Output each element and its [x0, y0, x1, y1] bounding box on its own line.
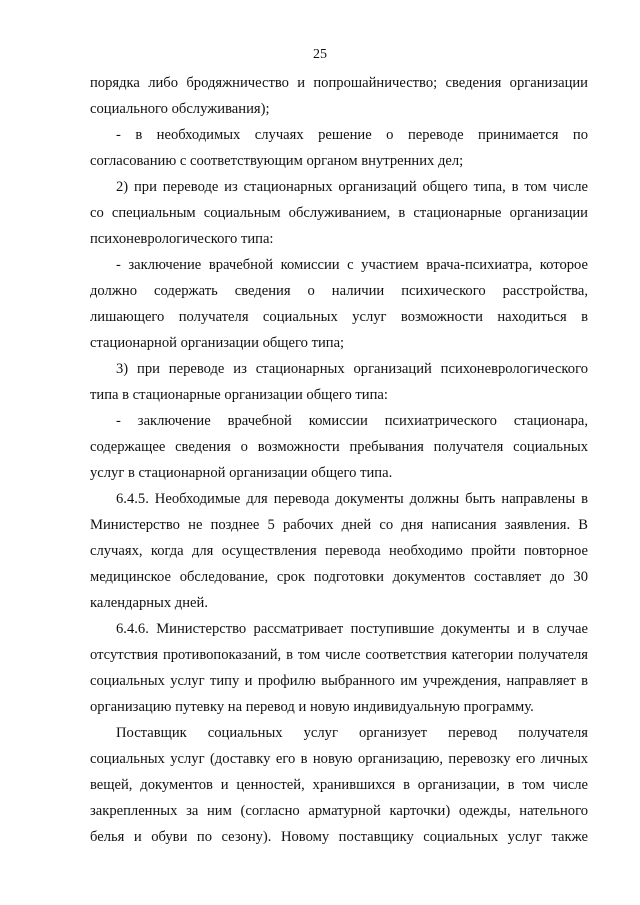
text-line: - в необходимых случаях решение о переводе принимается по: [116, 127, 588, 143]
text-line: типа в стационарные организации общего типа:: [90, 387, 388, 403]
text-line: закрепленных за ним (согласно арматурной карточки) одежды, нательного: [90, 803, 588, 819]
text-line: организацию путевку на перевод и новую индивидуальную программу.: [90, 699, 534, 715]
text-line: услуг в стационарной организации общего типа.: [90, 465, 393, 481]
text-line: случаях, когда для осуществления перевода необходимо пройти повторное: [90, 543, 588, 559]
text-line: - заключение врачебной комиссии психиатрического стационара,: [116, 413, 588, 429]
text-line: социальных услуг (доставку его в новую организацию, перевозку его личных: [90, 751, 588, 767]
text-line: со специальным социальным обслуживанием, в стационарные организации: [90, 205, 588, 221]
text-line: отсутствия противопоказаний, в том числе соответствия категории получателя: [90, 647, 588, 663]
text-line: 2) при переводе из стационарных организаций общего типа, в том числе: [116, 179, 588, 195]
page-number: 25: [313, 47, 327, 62]
text-line: медицинское обследование, срок подготовки документов составляет до 30: [90, 569, 588, 585]
text-line: Поставщик социальных услуг организует перевод получателя: [116, 725, 588, 741]
text-line: стационарной организации общего типа;: [90, 335, 345, 351]
text-line: 6.4.5. Необходимые для перевода документы должны быть направлены в: [116, 491, 588, 507]
text-line: 6.4.6. Министерство рассматривает поступившие документы и в случае: [116, 621, 588, 637]
text-line: Министерство не позднее 5 рабочих дней со дня написания заявления. В: [90, 517, 588, 533]
text-line: психоневрологического типа:: [90, 231, 274, 247]
text-line: календарных дней.: [90, 595, 208, 611]
text-line: 3) при переводе из стационарных организаций психоневрологического: [116, 361, 588, 377]
text-line: порядка либо бродяжничество и попрошайничество; сведения организации: [90, 75, 588, 91]
text-line: содержащее сведения о возможности пребывания получателя социальных: [90, 439, 588, 455]
text-line: социального обслуживания);: [90, 101, 270, 117]
text-line: лишающего получателя социальных услуг возможности находиться в: [90, 309, 588, 325]
document-body: [90, 70, 588, 850]
text-line: вещей, документов и ценностей, хранившихся в организации, в том числе: [90, 777, 588, 793]
text-line: белья и обуви по сезону). Новому поставщику социальных услуг также: [90, 829, 588, 845]
text-line: должно содержать сведения о наличии психического расстройства,: [90, 283, 588, 299]
text-line: - заключение врачебной комиссии с участием врача-психиатра, которое: [116, 257, 588, 273]
text-line: социальных услуг типу и профилю выбранного им учреждения, направляет в: [90, 673, 588, 689]
text-line: согласованию с соответствующим органом внутренних дел;: [90, 153, 464, 169]
